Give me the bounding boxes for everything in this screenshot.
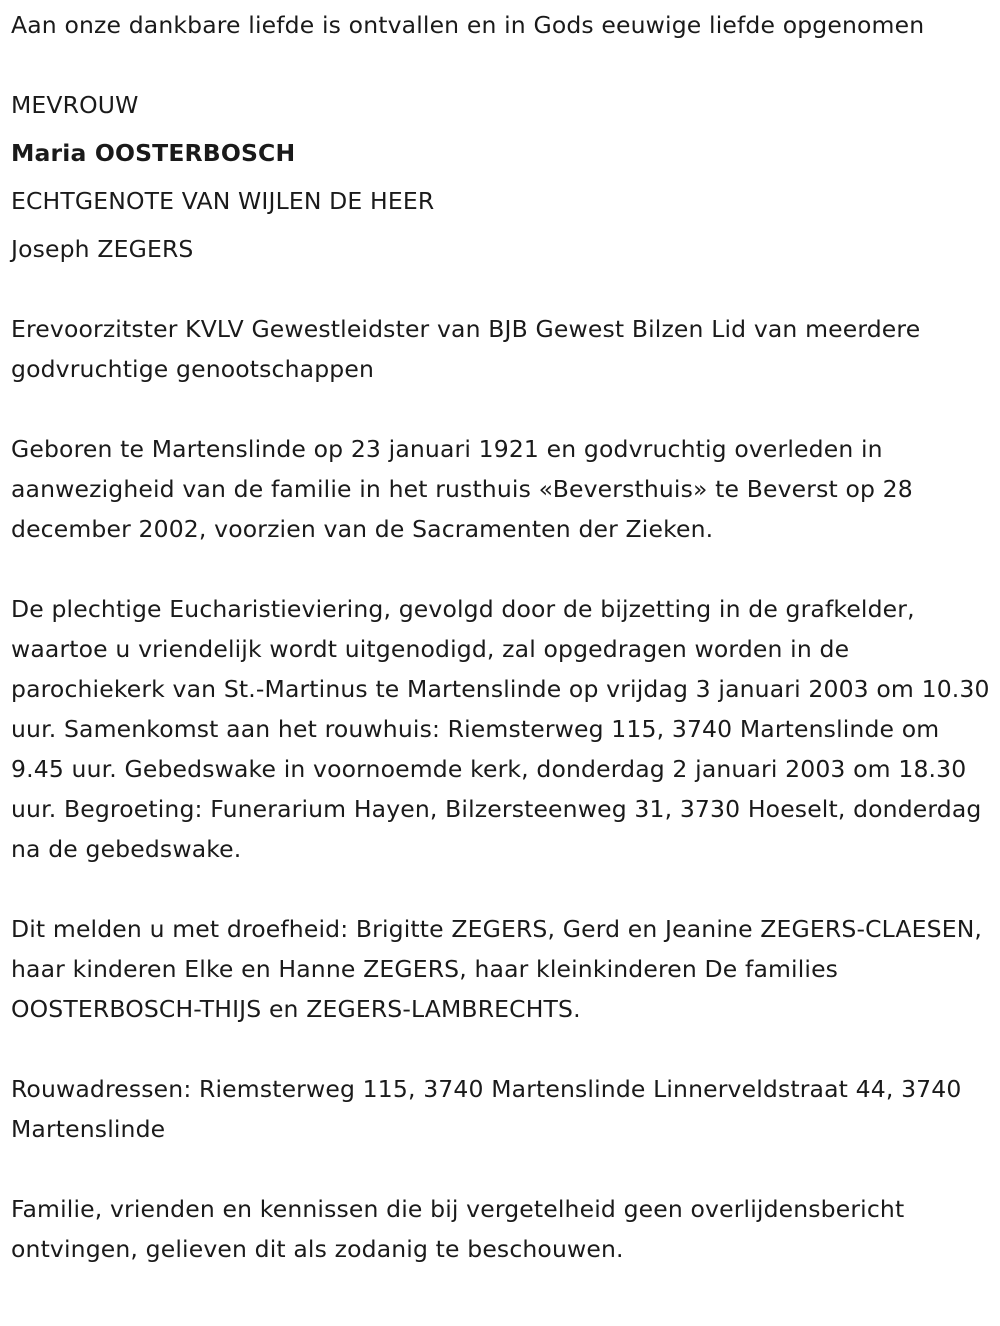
relation-text: ECHTGENOTE VAN WIJLEN DE HEER xyxy=(11,187,435,215)
addresses-text: Rouwadressen: Riemsterweg 115, 3740 Martenslinde Linnerveldstraat 44, 3740 Martenslinde xyxy=(11,1075,962,1143)
spouse-name: Joseph ZEGERS xyxy=(11,235,194,263)
roles-text: Erevoorzitster KVLV Gewestleidster van BJB Gewest Bilzen Lid van meerdere godvruchtige genootschappen xyxy=(11,315,921,383)
title-prefix: MEVROUW xyxy=(11,91,139,119)
name-block xyxy=(11,81,990,273)
intro-text: Aan onze dankbare liefde is ontvallen en in Gods eeuwige liefde opgenomen xyxy=(11,11,925,39)
closing-text: Familie, vrienden en kennissen die bij vergetelheid geen overlijdensbericht ontvingen, gelieven dit als zodanig te beschouwen. xyxy=(11,1195,905,1263)
deceased-name: Maria OOSTERBOSCH xyxy=(11,139,296,167)
family-text: Dit melden u met droefheid: Brigitte ZEGERS, Gerd en Jeanine ZEGERS-CLAESEN, haar kinderen Elke en Hanne ZEGERS, haar kleinkinderen De families OOSTERBOSCH-THIJS en ZEGERS-LAMBRECHTS. xyxy=(11,915,983,1023)
birth-death-text: Geboren te Martenslinde op 23 januari 1921 en godvruchtig overleden in aanwezigheid van de familie in het rusthuis «Beversthuis» te Beverst op 28 december 2002, voorzien van de Sacramenten der Zieken. xyxy=(11,435,913,543)
service-text: De plechtige Eucharistieviering, gevolgd door de bijzetting in de grafkelder, waartoe u vriendelijk wordt uitgenodigd, zal opgedragen worden in de parochiekerk van St.-Martinus te Martenslinde op vrijdag 3 januari 2003 om 10.30 uur. Samenkomst aan het rouwhuis: Riemsterweg 115, 3740 Martenslinde om 9.45 uur. Gebedswake in voornoemde kerk, donderdag 2 januari 2003 om 18.30 uur. Begroeting: Funerarium Hayen, Bilzersteenweg 31, 3730 Hoeselt, donderdag na de gebedswake. xyxy=(11,595,990,863)
